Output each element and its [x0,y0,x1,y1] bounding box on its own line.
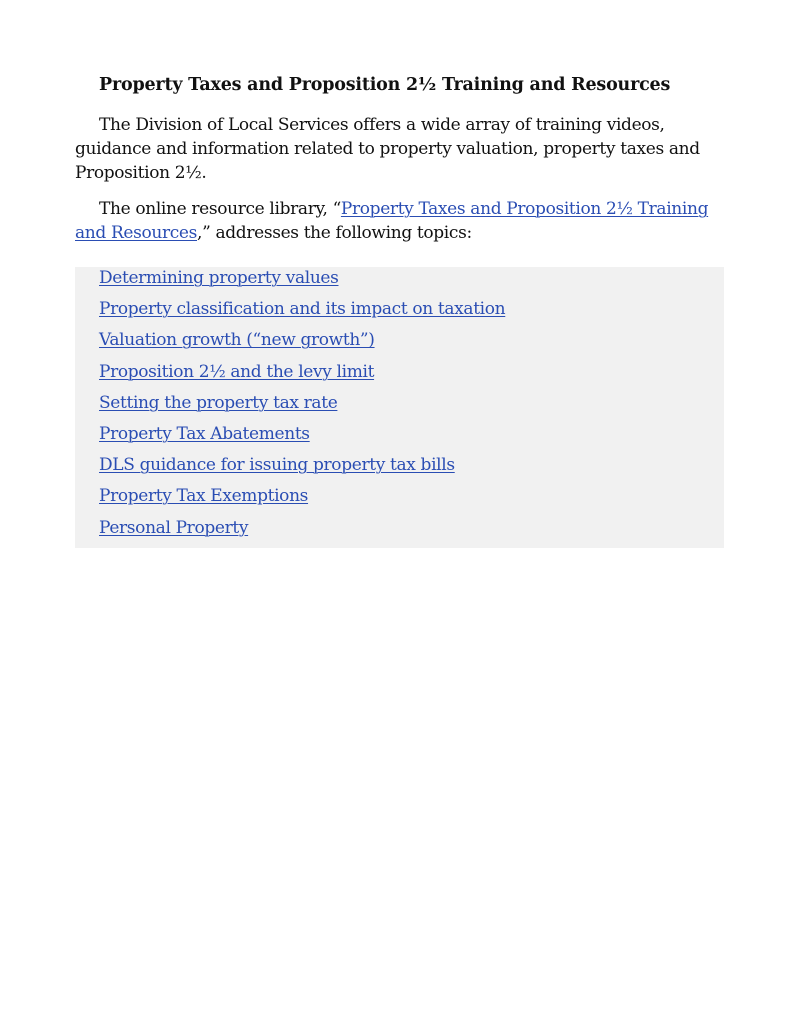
topic-link-tax-abatements[interactable]: Property Tax Abatements [99,423,310,444]
resource-library-link[interactable]: Property Taxes and Proposition 2½ Training and Resources [75,199,709,243]
document-page [75,70,725,245]
topic-link-determining-property-values[interactable]: Determining property values [99,268,339,288]
resource-library-paragraph [75,197,725,245]
topic-link-dls-tax-bills[interactable]: DLS guidance for issuing property tax bills [99,455,455,476]
topic-link-valuation-growth[interactable]: Valuation growth (“new growth”) [99,330,375,351]
list-item [99,298,724,329]
topic-link-setting-tax-rate[interactable]: Setting the property tax rate [99,392,338,413]
topic-link-property-classification[interactable]: Property classification and its impact on taxation [99,299,506,320]
paragraph-suffix: ,” addresses the following topics: [197,223,472,243]
list-item [99,485,724,516]
topics-list [75,267,724,548]
page-heading: Property Taxes and Proposition 2½ Training and Resources [99,75,671,95]
list-item [99,329,724,360]
paragraph-prefix: The online resource library, “ [99,199,341,219]
topic-link-personal-property[interactable]: Personal Property [99,517,249,538]
topic-link-tax-exemptions[interactable]: Property Tax Exemptions [99,486,309,507]
list-item [99,517,724,548]
intro-paragraph: The Division of Local Services offers a wide array of training videos, guidance and information related to property valuation, property taxes and Proposition 2½. [75,115,700,183]
list-item [99,267,724,298]
list-item [99,361,724,392]
list-item [99,392,724,423]
list-item [99,423,724,454]
topic-link-proposition-levy-limit[interactable]: Proposition 2½ and the levy limit [99,361,375,382]
list-item [99,454,724,485]
